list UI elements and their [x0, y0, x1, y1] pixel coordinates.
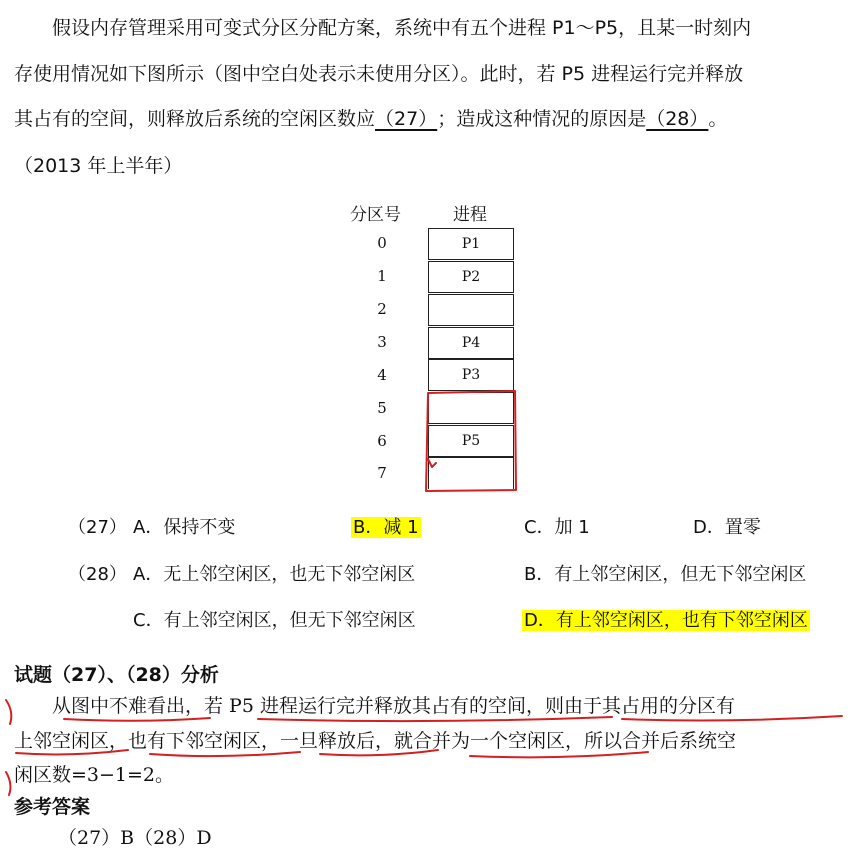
- column-header-partition: 分区号: [350, 205, 401, 225]
- option-27-c: C．加 1: [524, 517, 590, 538]
- blank-27: （27）: [375, 108, 438, 130]
- partition-cell: P3: [428, 359, 514, 391]
- question-line-1: 假设内存管理采用可变式分区分配方案，系统中有五个进程 P1～P5，且某一时刻内: [14, 17, 752, 39]
- option-28-d-highlighted: [522, 609, 810, 633]
- partition-cell: P2: [428, 261, 514, 293]
- partition-number: 1: [377, 267, 387, 285]
- question-text: ；造成这种情况的原因是: [437, 108, 647, 130]
- highlight: D．有上邻空闲区，也有下邻空闲区: [524, 610, 808, 631]
- analysis-line-2: 上邻空闲区，也有下邻空闲区，一旦释放后，就合并为一个空闲区，所以合并后系统空: [14, 730, 737, 752]
- question-27-label: （27）: [68, 517, 127, 538]
- partition-cell: [428, 457, 514, 489]
- partition-number: 2: [377, 300, 387, 318]
- partition-number: 6: [377, 432, 387, 450]
- analysis-line-1: 从图中不难看出，若 P5 进程运行完并释放其占有的空间，则由于其占用的分区有: [14, 695, 735, 717]
- partition-cell: P5: [428, 425, 514, 457]
- option-27-b-highlighted: [351, 516, 421, 540]
- underline-stroke: [64, 718, 210, 721]
- blank-28: （28）: [646, 108, 709, 130]
- partition-cell: [428, 392, 514, 424]
- partition-number: 5: [377, 399, 387, 417]
- question-text: 。: [708, 108, 728, 130]
- analysis-line-3: 闲区数=3−1=2。: [14, 764, 175, 786]
- option-27-a: A．保持不变: [133, 517, 236, 538]
- highlight: B．减 1: [353, 517, 419, 538]
- analysis-title: 试题（27）、（28）分析: [14, 664, 219, 686]
- partition-cell: P1: [428, 228, 514, 260]
- partition-cell: P4: [428, 327, 514, 359]
- partition-cell: [428, 294, 514, 326]
- option-27-d: D．置零: [693, 517, 761, 538]
- option-28-b: B．有上邻空闲区，但无下邻空闲区: [524, 564, 807, 585]
- question-28-label: （28）: [68, 564, 127, 585]
- question-line-3: [14, 107, 727, 131]
- partition-number: 7: [377, 464, 387, 482]
- answer-title: 参考答案: [14, 796, 91, 818]
- option-28-a: A．无上邻空闲区，也无下邻空闲区: [133, 564, 416, 585]
- partition-diagram: [340, 196, 540, 496]
- column-header-process: 进程: [453, 205, 487, 225]
- partition-number: 0: [377, 234, 387, 252]
- answer-text: （27）B（28）D: [58, 827, 212, 849]
- bracket-mark: [6, 700, 11, 724]
- question-source: （2013 年上半年）: [14, 155, 183, 177]
- bracket-mark: [6, 772, 10, 795]
- question-text: 其占有的空间，则释放后系统的空闲区数应: [14, 108, 376, 130]
- option-28-c: C．有上邻空闲区，但无下邻空闲区: [133, 610, 416, 631]
- partition-number: 4: [377, 366, 387, 384]
- question-line-2: 存使用情况如下图所示（图中空白处表示未使用分区）。此时，若 P5 进程运行完并释放: [14, 63, 744, 85]
- partition-number: 3: [377, 333, 387, 351]
